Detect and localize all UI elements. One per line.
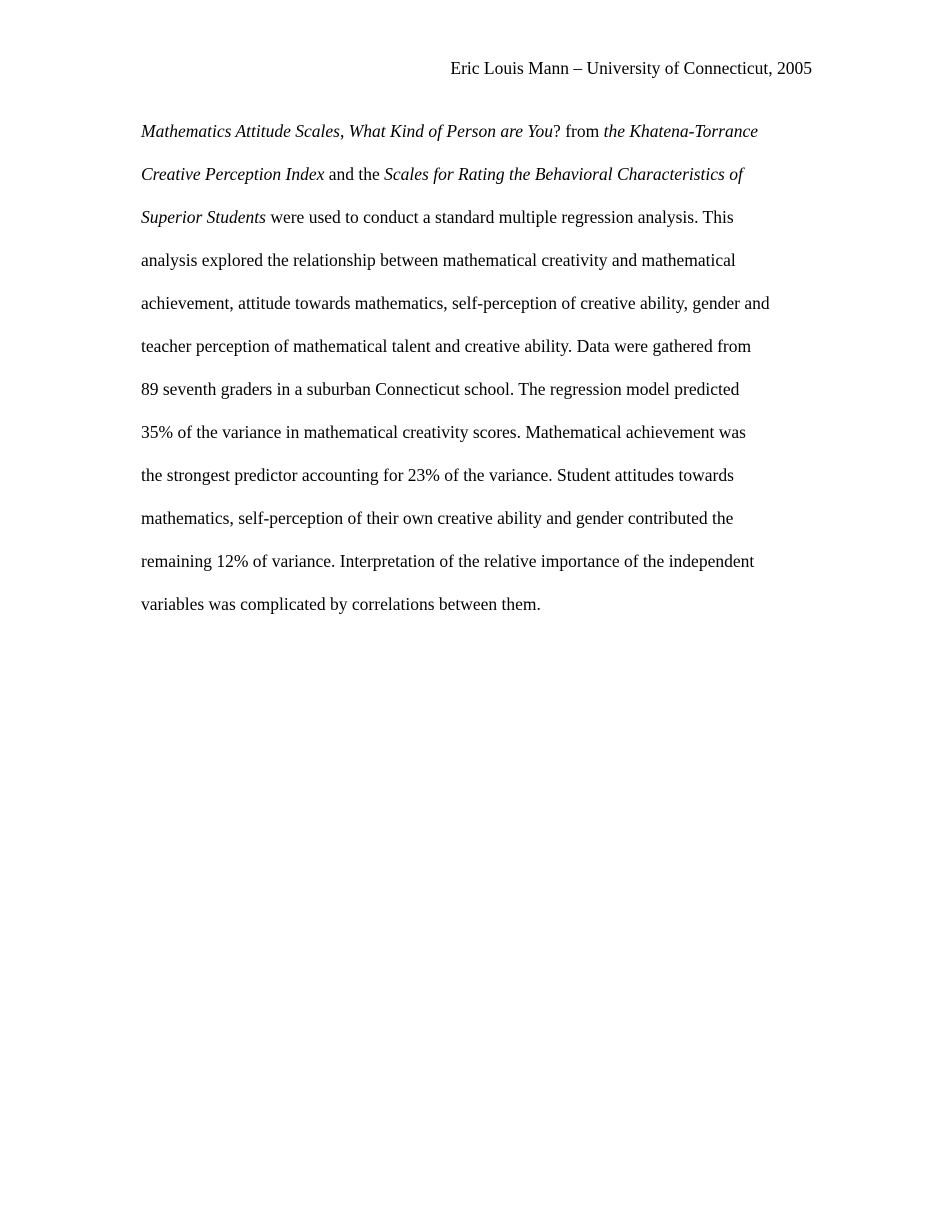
abstract-paragraph (141, 110, 821, 626)
text-span: variables was complicated by correlations between them. (141, 594, 541, 614)
text-span: and the (324, 164, 385, 184)
italic-title-span: Scales for Rating the Behavioral Characteristics of (384, 164, 743, 184)
italic-title-span: Mathematics Attitude Scales (141, 121, 340, 141)
italic-title-span: the Khatena-Torrance (603, 121, 759, 141)
text-line (141, 153, 821, 196)
text-line (141, 540, 821, 583)
text-span: the strongest predictor accounting for 23% of the variance. Student attitudes towards (141, 465, 734, 485)
text-span: 89 seventh graders in a suburban Connecticut school. The regression model predicted (141, 379, 740, 399)
text-span: analysis explored the relationship between mathematical creativity and mathematical (141, 250, 736, 270)
text-line (141, 282, 821, 325)
text-line (141, 239, 821, 282)
text-span: , (339, 121, 349, 141)
text-line (141, 411, 821, 454)
text-line (141, 583, 821, 626)
italic-title-span: Creative Perception Index (141, 164, 325, 184)
text-line (141, 368, 821, 411)
text-line (141, 497, 821, 540)
text-span: were used to conduct a standard multiple regression analysis. This (265, 207, 734, 227)
running-header: Eric Louis Mann – University of Connecticut, 2005 (450, 58, 812, 78)
text-line (141, 196, 821, 239)
text-line (141, 454, 821, 497)
text-line (141, 325, 821, 368)
italic-title-span: Superior Students (141, 207, 266, 227)
text-span: achievement, attitude towards mathematics, self-perception of creative ability, gender and (141, 293, 770, 313)
text-span: remaining 12% of variance. Interpretation of the relative importance of the independent (141, 551, 755, 571)
text-span: mathematics, self-perception of their own creative ability and gender contributed the (141, 508, 734, 528)
text-span: teacher perception of mathematical talent and creative ability. Data were gathered from (141, 336, 752, 356)
text-line (141, 110, 821, 153)
text-span: ? from (553, 121, 604, 141)
text-span: 35% of the variance in mathematical creativity scores. Mathematical achievement was (141, 422, 746, 442)
italic-title-span: What Kind of Person are You (348, 121, 554, 141)
